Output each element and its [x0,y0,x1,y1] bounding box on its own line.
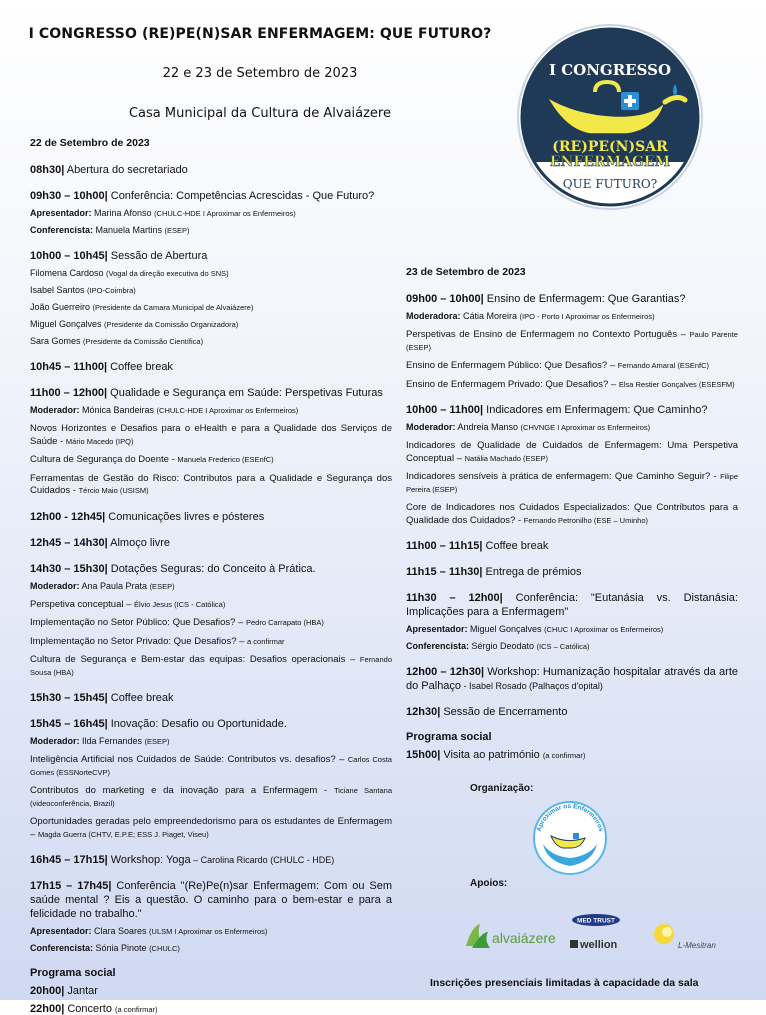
session-heading [30,853,392,867]
social-title: Jantar [64,985,98,997]
session-speaker: - Isabel Rosado (Palhaços d'opital) [461,681,603,691]
person-name: João Guerreiro [30,302,93,312]
session-time: 11h00 – 12h00| [30,387,108,399]
talk-item [406,329,738,354]
social-title: Visita ao património [440,749,543,761]
session-heading [406,403,738,417]
talk-item [406,502,738,527]
person-name: Marina Afonso [91,208,155,218]
session-time: 15h45 – 16h45| [30,718,108,730]
session-title: Entrega de prémios [482,566,582,578]
session-person [30,735,392,748]
talk-speaker: Tércio Maio (USISM) [78,486,149,495]
talk-title: Indicadores de Qualidade de Cuidados de Enfermagem: Uma Perspetiva Conceptual – [406,440,738,464]
session-title: Workshop: Yoga [107,854,191,866]
person-affiliation: (CHULC) [149,944,180,953]
talk-item [30,785,392,810]
congress-logo [515,22,705,212]
person-affiliation: (IPO-Coimbra) [87,286,136,295]
session-time: 12h00 – 12h30| [406,666,485,678]
person-role: Apresentador: [30,926,92,936]
session-title: Inovação: Desafio ou Oportunidade. [107,718,287,730]
talk-title: Indicadores sensíveis à prática de enfermagem: Que Caminho Seguir? - [406,471,721,482]
svg-text:alvaiázere: alvaiázere [492,930,556,946]
session-time: 11h15 – 11h30| [406,566,483,578]
session-heading [406,705,738,719]
svg-text:MED TRUST: MED TRUST [577,917,615,925]
mesitran-logo [650,922,726,954]
session-title: Conferência: "Eutanásia vs. Distanásia: Implicações para a Enfermagem" [406,592,738,618]
session-heading [30,510,392,524]
day1-social-title: Programa social [30,967,116,979]
person-affiliation: (ICS – Católica) [536,642,590,651]
person-name: Isabel Santos [30,285,88,295]
talk-item [406,471,738,496]
talk-title: Inteligência Artificial nos Cuidados de Saúde: Contributos vs. desafios? – [30,754,348,765]
person-name: Sara Gomes [30,336,84,346]
session-block [406,705,738,719]
talk-speaker: Fernando Petronilho (ESE – Uminho) [523,515,649,525]
session-title: Coffee break [107,692,174,704]
session-time: 10h00 – 10h45| [30,250,108,262]
session-title: Indicadores em Enfermagem: Que Caminho? [483,404,708,416]
talk-item [30,654,392,679]
person-role: Moderador: [30,405,80,415]
person-name: Ilda Fernandes [79,736,145,746]
person-name: Manuela Martins [93,225,165,235]
social-item [406,749,738,761]
person-role: Conferencista: [406,641,470,651]
session-time: 17h15 – 17h45| [30,880,112,892]
session-title: Coffee break [107,361,173,373]
talk-item [30,816,392,841]
person-affiliation: (CHVNGE I Aproximar os Enfermeiros) [520,423,651,432]
talk-speaker: Mário Macedo (IPQ) [65,436,134,446]
social-title: Concerto [64,1003,116,1015]
social-item [30,1003,392,1015]
talk-speaker: Magda Guerra (CHTV, E.P.E; ESS J. Piaget, Viseu) [37,829,209,839]
session-block [406,565,738,579]
talk-speaker: Natália Machado (ESEP) [464,453,548,463]
session-block [30,853,392,867]
session-person [406,310,738,323]
talk-speaker: a confirmar [247,636,285,646]
talk-speaker: Carlos Costa Gomes (ESSNorteCVP) [30,755,392,777]
person-name: Cátia Moreira [460,311,520,321]
talk-title: Ferramentas de Gestão do Risco: Contributos para a Qualidade e Segurança dos Cuidados - [30,472,392,496]
registration-notice: Inscrições presenciais limitadas à capacidade da sala [430,977,699,989]
talk-speaker: Filipe Pereira (ESEP) [406,472,738,494]
session-heading [30,249,392,263]
session-person [30,207,392,220]
session-person [30,925,392,938]
session-time: 09h30 – 10h00| [30,190,108,202]
person-name: Ana Paula Prata [79,580,150,591]
session-time: 10h00 – 11h00| [406,404,484,416]
congress-venue: Casa Municipal da Cultura de Alvaiázere [128,106,391,121]
person-name: Sónia Pinote [93,943,150,953]
congress-title: I CONGRESSO (RE)PE(N)SAR ENFERMAGEM: QUE FUTURO? [28,26,492,42]
session-person [406,640,738,653]
session-block [30,249,392,348]
session-block [406,591,738,653]
session-time: 08h30| [30,164,65,176]
talk-title: Ensino de Enfermagem Privado: Que Desafios? – [406,378,619,390]
social-time: 20h00| [30,985,65,997]
person-name: Miguel Gonçalves [30,319,105,329]
session-time: 12h30| [406,706,441,718]
talk-title: Perspetivas de Ensino de Enfermagem no Contexto Português – [406,329,690,340]
session-title: Almoço livre [107,536,171,549]
person-affiliation: (Presidente da Camara Municipal de Alvaiázere) [92,303,254,312]
session-block [30,717,392,841]
person-affiliation: (Vogal da direção executiva do SNS) [106,269,229,278]
talk-item [30,473,392,498]
session-block [30,386,392,498]
session-title: Ensino de Enfermagem: Que Garantias? [483,293,686,305]
session-title: Conferência: Competências Acrescidas - Que Futuro? [107,190,375,202]
talk-title: Core de Indicadores nos Cuidados Especializados: Que Contributos para a Qualidade dos Cuidados? - [406,502,738,526]
talk-title: Implementação no Setor Público: Que Desafios? – [30,617,246,628]
session-title: Coffee break [482,540,549,552]
day2-column [406,266,738,761]
talk-item [406,440,738,465]
session-heading [30,691,392,705]
alvaiazere-logo [462,918,562,954]
person-role: Moderador: [406,422,456,432]
session-time: 11h00 – 11h15| [406,540,483,552]
session-heading [30,189,392,203]
talk-speaker: Paulo Parente (ESEP) [406,330,738,352]
session-person [30,224,392,237]
person-affiliation: (Presidente da Comissão Organizadora) [104,320,239,329]
organization-label: Organização: [470,783,534,794]
session-heading [406,591,738,619]
talk-item [406,360,738,373]
person-affiliation: (ESEP) [144,737,170,746]
social-time: 15h00| [406,749,441,761]
person-name: Mónica Bandeiras [79,405,157,415]
social-time: 22h00| [30,1003,65,1015]
person-affiliation: (CHULC-HDE I Aproximar os Enfermeiros) [154,209,296,218]
day1-column [30,137,392,1015]
session-person [30,580,392,593]
day1-date: 22 de Setembro de 2023 [30,137,150,149]
session-person [30,942,392,955]
session-heading [30,360,392,374]
person-affiliation: (ESEP) [149,581,175,591]
session-block [406,665,738,693]
session-block [406,539,738,553]
person-role: Conferencista: [30,225,94,235]
organization-logo [527,800,613,876]
sponsors-label: Apoios: [470,878,508,889]
talk-title: Cultura de Segurança do Doente - [30,454,178,465]
session-time: 12h45 – 14h30| [30,536,108,549]
person-role: Conferencista: [30,943,94,953]
person-name: Miguel Gonçalves [467,624,545,634]
session-block [406,403,738,527]
talk-item [30,423,392,448]
person-role: Moderadora: [406,311,461,321]
talk-item [30,636,392,649]
session-title: Workshop: Humanização hospitalar através da arte do Palhaço [406,666,738,692]
person-affiliation: (CHULC-HDE I Aproximar os Enfermeiros) [156,406,299,415]
talk-title: Implementação no Setor Privado: Que Desafios? – [30,635,248,647]
talk-title: Ensino de Enfermagem Público: Que Desafios? – [406,360,618,371]
social-item [30,985,392,997]
session-heading [30,536,392,550]
talk-speaker: Elsa Restier Gonçalves (ESESFM) [618,379,735,389]
session-block [406,292,738,391]
talk-speaker: Fernando Amaral (ESEnfC) [617,361,710,370]
session-time: 16h45 – 17h15| [30,854,108,866]
session-block [30,691,392,705]
person-name: Sérgio Deodato [469,641,537,651]
talk-title: Contributos do marketing e da inovação para a Enfermagem - [30,785,334,796]
session-title: Abertura do secretariado [64,164,188,176]
logo-line3: ENFERMAGEM [549,154,671,170]
talk-speaker: Élvio Jesus (ICS - Católica) [134,599,226,609]
session-time: 10h45 – 11h00| [30,361,108,373]
social-note: (a confirmar) [542,751,586,760]
person-name: Filomena Cardoso [30,268,107,278]
talk-title: Perspetiva conceptual – [30,598,135,610]
session-speaker: – Carolina Ricardo (CHULC - HDE) [190,855,335,865]
talk-title: Oportunidades geradas pelo empreendedorismo para os estudantes de Enfermagem – [30,816,392,840]
logo-line4: QUE FUTURO? [562,177,658,191]
session-time: 14h30 – 15h30| [30,562,108,575]
talk-item [30,754,392,779]
session-time: 09h00 – 10h00| [406,293,484,305]
congress-dates: 22 e 23 de Setembro de 2023 [162,66,358,81]
session-block [30,510,392,524]
talk-item [30,599,392,612]
person-role: Moderador: [30,580,80,591]
person-role: Apresentador: [406,624,468,634]
session-heading [30,562,392,576]
person-role: Apresentador: [30,208,92,218]
organization-logo-text: Aproximar os Enfermeiros [535,802,605,833]
person-affiliation: (Presidente da Comissão Científica) [83,337,204,346]
session-time: 12h00 - 12h45| [30,510,106,523]
session-block [30,562,392,680]
day2-social-title: Programa social [406,731,492,743]
session-title: Sessão de Abertura [107,250,208,262]
session-person [30,301,392,314]
logo-line1: I CONGRESSO [548,61,672,79]
session-block [30,163,392,177]
session-person [406,421,738,434]
session-block [30,879,392,955]
session-block [30,536,392,550]
person-affiliation: (ESEP) [164,226,190,235]
session-person [406,623,738,636]
session-heading [406,665,738,693]
session-title: Conferência "(Re)Pe(n)sar Enfermagem: Com ou Sem saúde mental ? Eis a questão. O caminho para o bem-estar e para a felicidade no trabalho." [30,880,393,920]
talk-speaker: Pedro Carrapato (HBA) [245,618,324,627]
session-person [30,318,392,331]
session-heading [30,163,392,177]
session-title: Sessão de Encerramento [440,706,568,718]
session-title: Qualidade e Segurança em Saúde: Perspetivas Futuras [107,387,383,399]
session-time: 11h30 – 12h00| [406,592,503,604]
session-title: Dotações Seguras: do Conceito à Prática. [107,562,316,575]
session-time: 15h30 – 15h45| [30,692,108,704]
session-block [30,360,392,374]
day2-date: 23 de Setembro de 2023 [406,266,526,278]
session-person [30,267,392,280]
session-person [30,335,392,348]
social-note: (a confirmar) [115,1005,158,1014]
session-block [30,189,392,237]
medtrust-wellion-logo [568,912,632,956]
talk-item [30,617,392,630]
svg-text:L-Mesitran: L-Mesitran [678,941,716,950]
session-heading [406,565,738,579]
person-affiliation: (IPO - Porto I Aproximar os Enfermeiros) [519,312,655,321]
person-name: Clara Soares [91,926,150,936]
session-heading [30,717,392,731]
session-heading [30,386,392,400]
person-role: Moderador: [30,736,80,746]
svg-text:wellion: wellion [580,939,618,951]
talk-title: Novos Horizontes e Desafios para o eHealth e para a Qualidade dos Serviços de Saúde - [30,423,392,447]
talk-item [406,379,738,392]
session-title: Comunicações livres e pósteres [105,510,265,523]
session-heading [406,292,738,306]
session-heading [406,539,738,553]
person-name: Andreia Manso [455,422,521,432]
talk-speaker: Ticiane Santana (videoconferência, Brazil) [30,786,392,808]
session-person [30,404,392,417]
talk-speaker: Fernando Sousa (HBA) [30,655,392,677]
person-affiliation: (CHUC I Aproximar os Enfermeiros) [544,625,664,634]
session-heading [30,879,392,921]
talk-item [30,454,392,467]
person-affiliation: (ULSM I Aproximar os Enfermeiros) [149,927,268,936]
talk-title: Cultura de Segurança e Bem-estar das equipas: Desafios operacionais – [30,654,360,665]
talk-speaker: Manuela Frederico (ESEnfC) [177,455,274,464]
session-person [30,284,392,297]
logo-line2: (RE)PE(N)SAR [552,139,668,155]
